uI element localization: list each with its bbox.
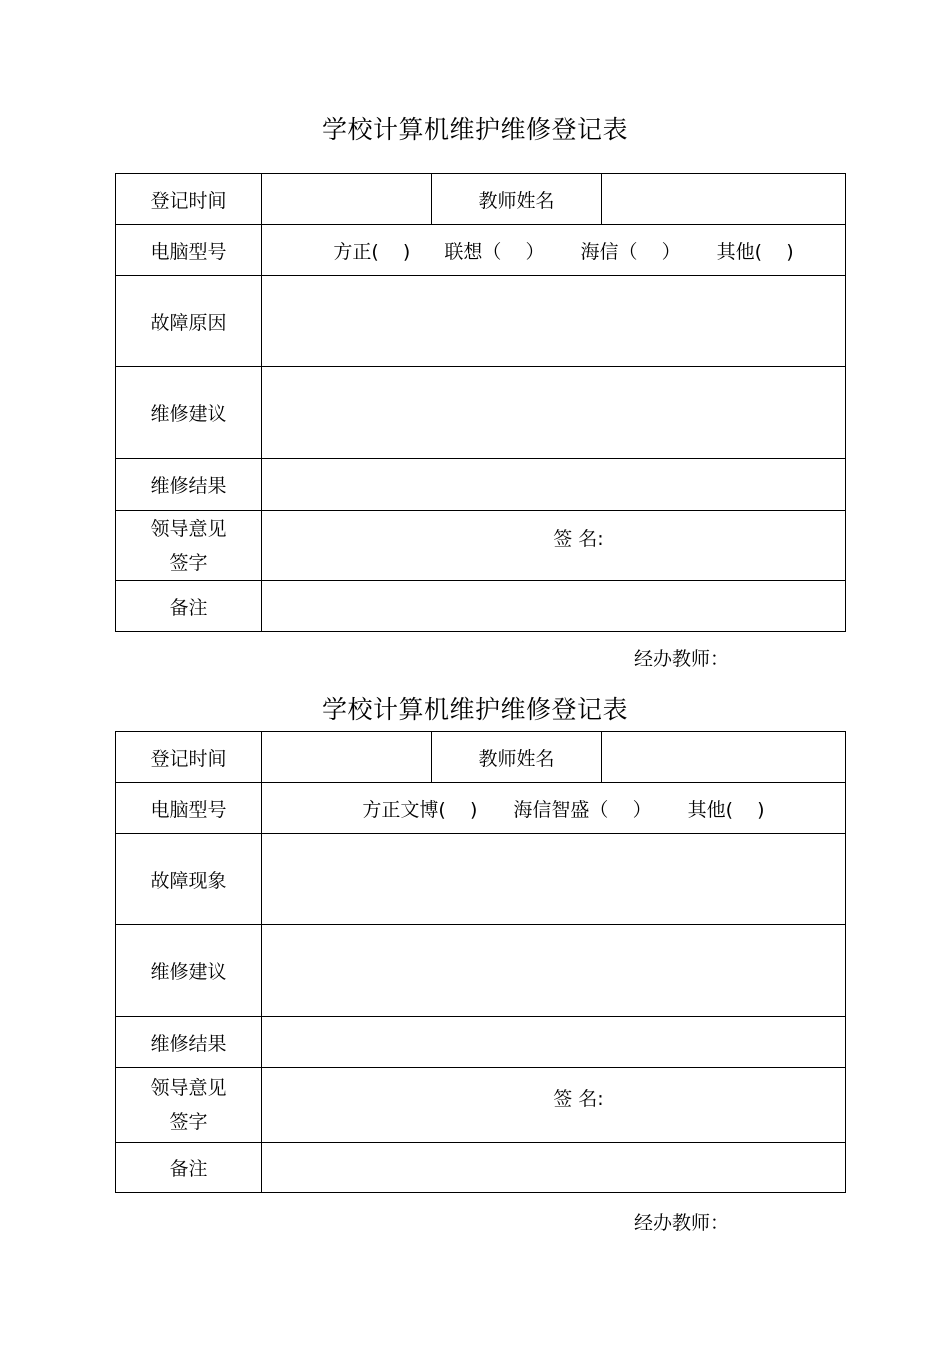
leader-opinion-field[interactable]	[262, 1068, 846, 1143]
fault-phenomenon-field[interactable]	[262, 834, 846, 925]
brand-option-hisense-zhisheng[interactable]: 海信智盛（ ）	[513, 798, 652, 821]
fault-cause-field[interactable]	[262, 276, 846, 367]
handling-teacher-label: 经办教师：	[634, 1212, 730, 1234]
remark-label: 备注	[116, 581, 262, 632]
leader-opinion-label-line1: 领导意见	[150, 517, 227, 540]
brand-option-other[interactable]: 其他( )	[716, 240, 794, 263]
teacher-name-label: 教师姓名	[432, 732, 602, 783]
fault-phenomenon-label: 故障现象	[116, 834, 262, 925]
brand-option-hisense[interactable]: 海信（ ）	[580, 240, 681, 263]
computer-model-options	[262, 225, 846, 276]
computer-model-label: 电脑型号	[116, 225, 262, 276]
handling-teacher-label: 经办教师：	[634, 648, 730, 670]
fault-cause-label: 故障原因	[116, 276, 262, 367]
registration-time-label: 登记时间	[116, 174, 262, 225]
leader-opinion-label-line1: 领导意见	[150, 1077, 227, 1099]
computer-model-options	[262, 783, 846, 834]
computer-model-label: 电脑型号	[116, 783, 262, 834]
leader-opinion-label-line2: 签字	[169, 551, 208, 574]
leader-opinion-label-line2: 签字	[169, 1111, 208, 1133]
repair-result-field[interactable]	[262, 459, 846, 511]
repair-suggestion-field[interactable]	[262, 367, 846, 459]
registration-time-field[interactable]	[262, 732, 432, 783]
repair-result-label: 维修结果	[116, 1017, 262, 1068]
leader-opinion-label	[116, 511, 262, 581]
signature-label: 签 名:	[553, 528, 604, 550]
teacher-name-field[interactable]	[602, 732, 846, 783]
repair-result-label: 维修结果	[116, 459, 262, 511]
brand-option-fangzheng[interactable]: 方正( )	[333, 240, 411, 263]
repair-result-field[interactable]	[262, 1017, 846, 1068]
registration-table	[115, 731, 846, 1193]
repair-suggestion-label: 维修建议	[116, 367, 262, 459]
registration-time-field[interactable]	[262, 174, 432, 225]
teacher-name-field[interactable]	[602, 174, 846, 225]
registration-table	[115, 173, 846, 632]
brand-option-lenovo[interactable]: 联想（ ）	[444, 240, 545, 263]
brand-option-fangzheng-wenbo[interactable]: 方正文博( )	[362, 798, 478, 821]
remark-field[interactable]	[262, 581, 846, 632]
remark-field[interactable]	[262, 1143, 846, 1193]
form-title: 学校计算机维护维修登记表	[321, 695, 628, 724]
leader-opinion-field[interactable]	[262, 511, 846, 581]
form-title: 学校计算机维护维修登记表	[321, 115, 628, 144]
leader-opinion-label	[116, 1068, 262, 1143]
brand-option-other[interactable]: 其他( )	[687, 798, 765, 821]
repair-suggestion-field[interactable]	[262, 925, 846, 1017]
repair-suggestion-label: 维修建议	[116, 925, 262, 1017]
registration-time-label: 登记时间	[116, 732, 262, 783]
signature-label: 签 名:	[553, 1087, 604, 1110]
teacher-name-label: 教师姓名	[432, 174, 602, 225]
remark-label: 备注	[116, 1143, 262, 1193]
